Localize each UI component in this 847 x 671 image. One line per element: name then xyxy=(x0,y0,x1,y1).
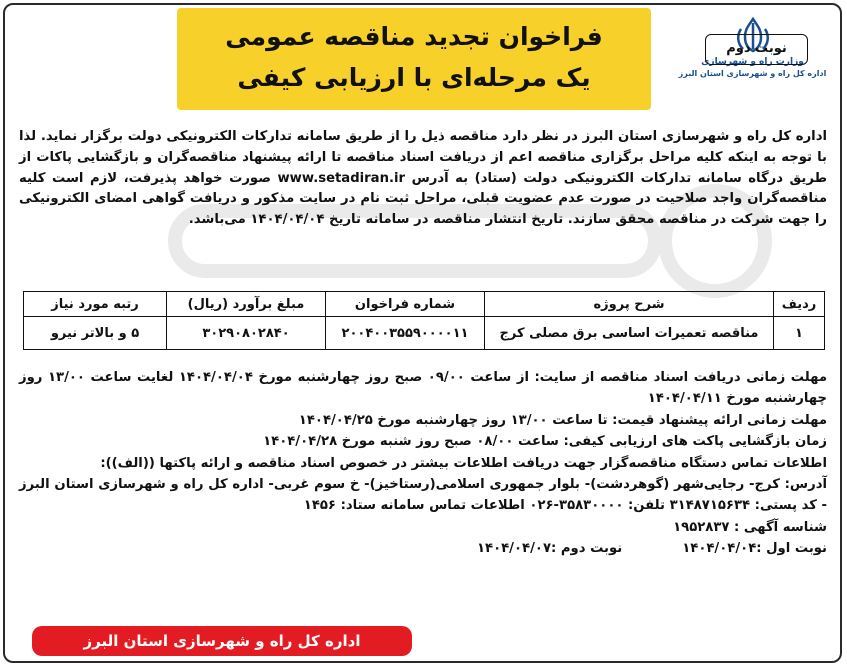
col-row-number: ردیف xyxy=(774,292,825,317)
ministry-name: وزارت راه و شهرسازی xyxy=(701,57,804,67)
bid-submission-deadline: مهلت زمانی ارائه پیشنهاد قیمت: تا ساعت ۱۳/۰۰ روز چهارشنبه مورخ ۱۴۰۴/۰۴/۲۵ xyxy=(298,412,827,428)
cell-call-number: ۲۰۰۴۰۰۳۵۵۹۰۰۰۰۱۱ xyxy=(326,317,485,350)
publication-round-badge: نوبت دوم xyxy=(705,34,808,65)
envelope-opening-time: زمان بازگشایی پاکت های ارزیابی کیفی: ساعت ۰۸/۰۰ صبح روز شنبه مورخ ۱۴۰۴/۰۴/۲۸ xyxy=(263,434,827,450)
office-name: اداره کل راه و شهرسازی استان البرز xyxy=(678,69,827,78)
table-header-row xyxy=(24,292,825,317)
cell-project-description: مناقصه تعمیرات اساسی برق مصلی کرج xyxy=(485,317,774,350)
issuer-footer: اداره کل راه و شهرسازی استان البرز xyxy=(32,626,412,656)
col-project-description: شرح پروژه xyxy=(485,292,774,317)
title-line-2: یک مرحله‌ای با ارزیابی کیفی xyxy=(237,63,591,92)
intro-text-a: اداره کل راه و شهرسازی استان البرز در نظر دارد مناقصه ذیل را از طریق سامانه تدارکات الکترونیکی دولت برگزار نماید. لذا با توجه به اینکه کلیه مراحل برگزاری مناقصه اعم از دریافت اسناد مناقصه تا ارائه پیشنهاد مناقصه‌گران و بازگشایی پاکات از طریق درگاه سامانه تدارکات الکترونیکی دولت (ستاد) به آدرس xyxy=(19,129,828,186)
cell-estimate: ۳۰۲۹۰۸۰۲۸۴۰ xyxy=(167,317,326,350)
publication-dates xyxy=(19,538,827,559)
col-call-number: شماره فراخوان xyxy=(326,292,485,317)
setad-website-link[interactable]: www.setadiran.ir xyxy=(277,170,405,186)
col-required-grade: رتبه مورد نیاز xyxy=(24,292,167,317)
tender-notice xyxy=(3,3,842,663)
title-banner xyxy=(177,8,651,110)
notice-id: شناسه آگهی : ۱۹۵۲۸۳۷ xyxy=(673,519,827,535)
tender-table xyxy=(23,291,825,350)
cell-row-number: ۱ xyxy=(774,317,825,350)
table-row xyxy=(24,317,825,350)
first-publication-date: نوبت اول :۱۴۰۴/۰۴/۰۴ xyxy=(682,541,827,557)
intro-paragraph xyxy=(19,127,827,231)
second-publication-date: نوبت دوم :۱۴۰۴/۰۴/۰۷ xyxy=(476,541,623,557)
intro-text-b: صورت خواهد پذیرفت، لازم است کلیه مناقصه‌گران واجد صلاحیت در صورت عدم عضویت قبلی، مراحل ثبت نام در سایت مذکور و دریافت گواهی امضای الکترونیکی را جهت شرکت در مناقصه محقق سازند. تاریخ انتشار مناقصه در سامانه تاریخ ۱۴۰۴/۰۴/۰۴ می‌باشد. xyxy=(19,170,827,228)
address-and-phone: آدرس: کرج- رجایی‌شهر (گوهردشت)- بلوار جمهوری اسلامی(رستاخیز)- خ سوم غربی- اداره کل راه و شهرسازی استان البرز - کد پستی: ۳۱۴۸۷۱۵۶۳۴ تلفن: ۳۵۸۳۰۰۰۰-۰۲۶ اطلاعات تماس سامانه ستاد: ۱۴۵۶ xyxy=(19,477,827,514)
contact-info-heading: اطلاعات تماس دستگاه مناقصه‌گزار جهت دریافت اطلاعات بیشتر در خصوص اسناد مناقصه و ارائه پاکتها ((الف)): xyxy=(100,455,827,471)
tender-details xyxy=(19,367,827,560)
cell-required-grade: ۵ و بالاتر نیرو xyxy=(24,317,167,350)
col-estimate: مبلغ برآورد (ریال) xyxy=(167,292,326,317)
title-line-1: فراخوان تجدید مناقصه عمومی xyxy=(225,22,603,51)
document-download-period: مهلت زمانی دریافت اسناد مناقصه از سایت: از ساعت ۰۹/۰۰ صبح روز چهارشنبه مورخ ۱۴۰۴/۰۴/۰۴ لغایت ساعت ۱۳/۰۰ روز چهارشنبه مورخ ۱۴۰۴/۰۴/۱۱ xyxy=(19,370,827,407)
